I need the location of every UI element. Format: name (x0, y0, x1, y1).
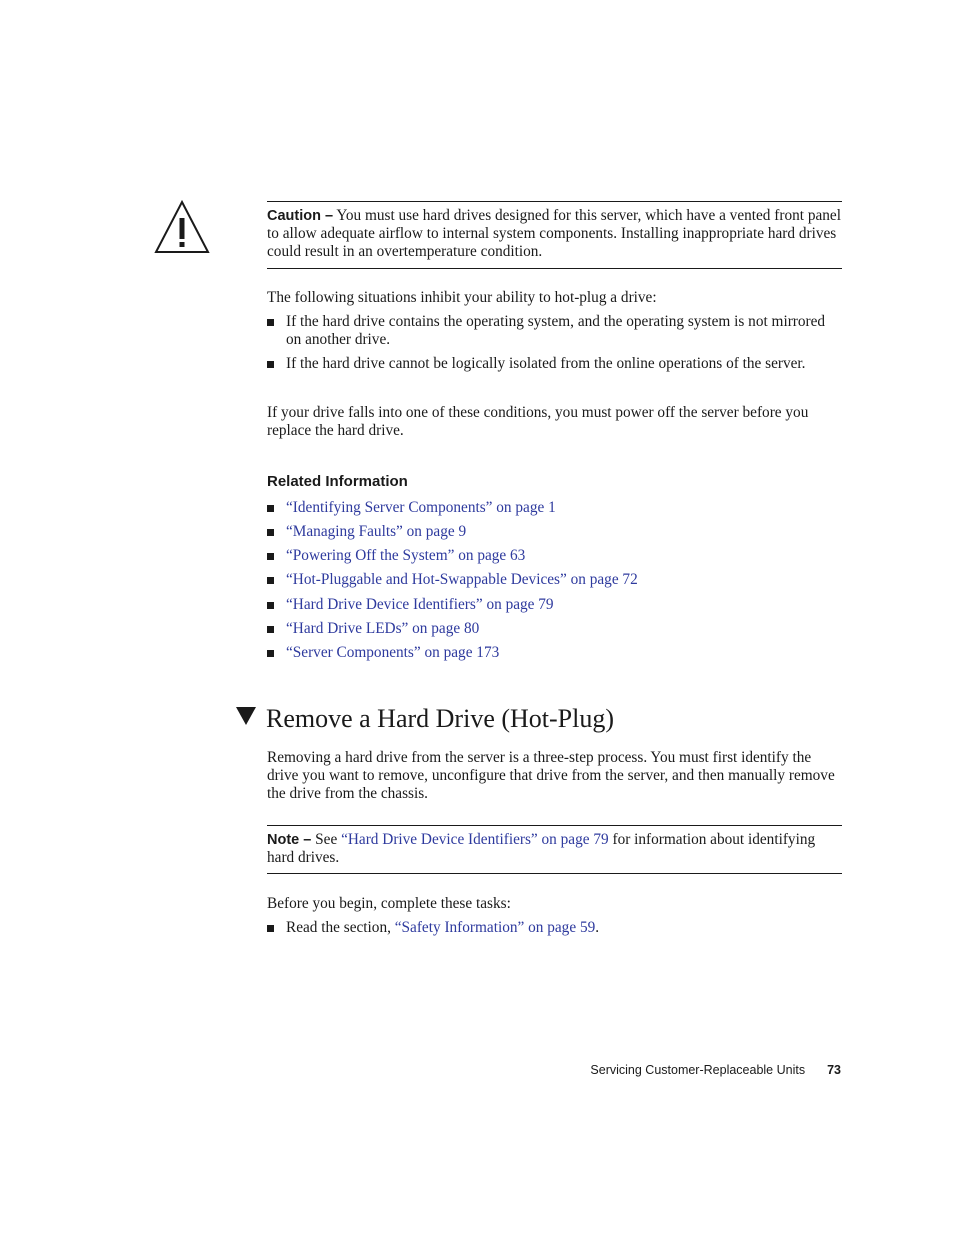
situations-list (267, 313, 842, 373)
note-box (267, 831, 842, 867)
link-server-components[interactable]: “Server Components” on page 173 (286, 644, 500, 661)
note-top-rule (267, 825, 842, 826)
caution-box (267, 207, 842, 261)
list-item: Read the section, “Safety Information” on page 59. (267, 919, 842, 937)
list-item (267, 644, 842, 662)
note-bottom-rule (267, 873, 842, 874)
note-post: for information about identifying hard drives. (267, 831, 816, 866)
list-item (267, 620, 842, 638)
link-managing-faults[interactable]: “Managing Faults” on page 9 (286, 523, 467, 540)
list-item (267, 596, 842, 614)
related-links-list (267, 499, 842, 662)
list-item (267, 571, 842, 589)
conditions-paragraph: If your drive falls into one of these conditions, you must power off the server before you replace the hard drive. (267, 404, 809, 439)
bullet-icon (267, 553, 274, 560)
link-hot-pluggable-devices[interactable]: “Hot-Pluggable and Hot-Swappable Devices” on page 72 (286, 571, 638, 588)
list-item (267, 523, 842, 541)
footer-chapter: Servicing Customer-Replaceable Units (590, 1063, 806, 1077)
caution-bottom-rule (267, 268, 842, 269)
intro-paragraph: The following situations inhibit your ability to hot-plug a drive: (267, 289, 657, 306)
link-hard-drive-leds[interactable]: “Hard Drive LEDs” on page 80 (286, 620, 480, 637)
page-footer (590, 1063, 841, 1077)
link-safety-information[interactable]: “Safety Information” on page 59 (394, 919, 596, 936)
caution-label: Caution – (267, 208, 334, 224)
link-powering-off-system[interactable]: “Powering Off the System” on page 63 (286, 547, 526, 564)
bullet-icon (267, 529, 274, 536)
list-item: If the hard drive cannot be logically isolated from the online operations of the server. (267, 355, 842, 373)
list-item (267, 547, 842, 565)
related-info-heading: Related Information (267, 473, 408, 490)
link-identifying-server-components[interactable]: “Identifying Server Components” on page 1 (286, 499, 556, 516)
page-number: 73 (827, 1063, 841, 1077)
link-hard-drive-device-identifiers[interactable]: “Hard Drive Device Identifiers” on page 79 (286, 596, 554, 613)
list-item: If the hard drive contains the operating system, and the operating system is not mirrored on another drive. (267, 313, 842, 349)
section-title: Remove a Hard Drive (Hot-Plug) (236, 703, 614, 735)
section-body: Removing a hard drive from the server is a three-step process. You must first identify the drive you want to remove, unconfigure that drive from the server, and then manually remove the drive from the chassis. (267, 749, 835, 802)
warning-triangle-icon (153, 199, 211, 255)
bullet-icon (267, 505, 274, 512)
bullet-icon (267, 361, 274, 368)
caution-top-rule (267, 201, 842, 202)
tasks-intro: Before you begin, complete these tasks: (267, 895, 511, 912)
link-note-hard-drive-identifiers[interactable]: “Hard Drive Device Identifiers” on page 79 (341, 831, 609, 848)
bullet-icon (267, 577, 274, 584)
note-pre: See (315, 831, 342, 848)
bullet-icon (267, 925, 274, 932)
bullet-icon (267, 319, 274, 326)
caution-text: You must use hard drives designed for this server, which have a vented front panel to allow adequate airflow to internal system components. Installing inappropriate hard drives could result in an overtemperature condition. (267, 207, 841, 260)
tasks-list (267, 919, 842, 937)
note-label: Note – (267, 832, 312, 848)
list-item (267, 499, 842, 517)
triangle-down-icon (236, 707, 256, 725)
bullet-icon (267, 626, 274, 633)
bullet-icon (267, 650, 274, 657)
bullet-icon (267, 602, 274, 609)
